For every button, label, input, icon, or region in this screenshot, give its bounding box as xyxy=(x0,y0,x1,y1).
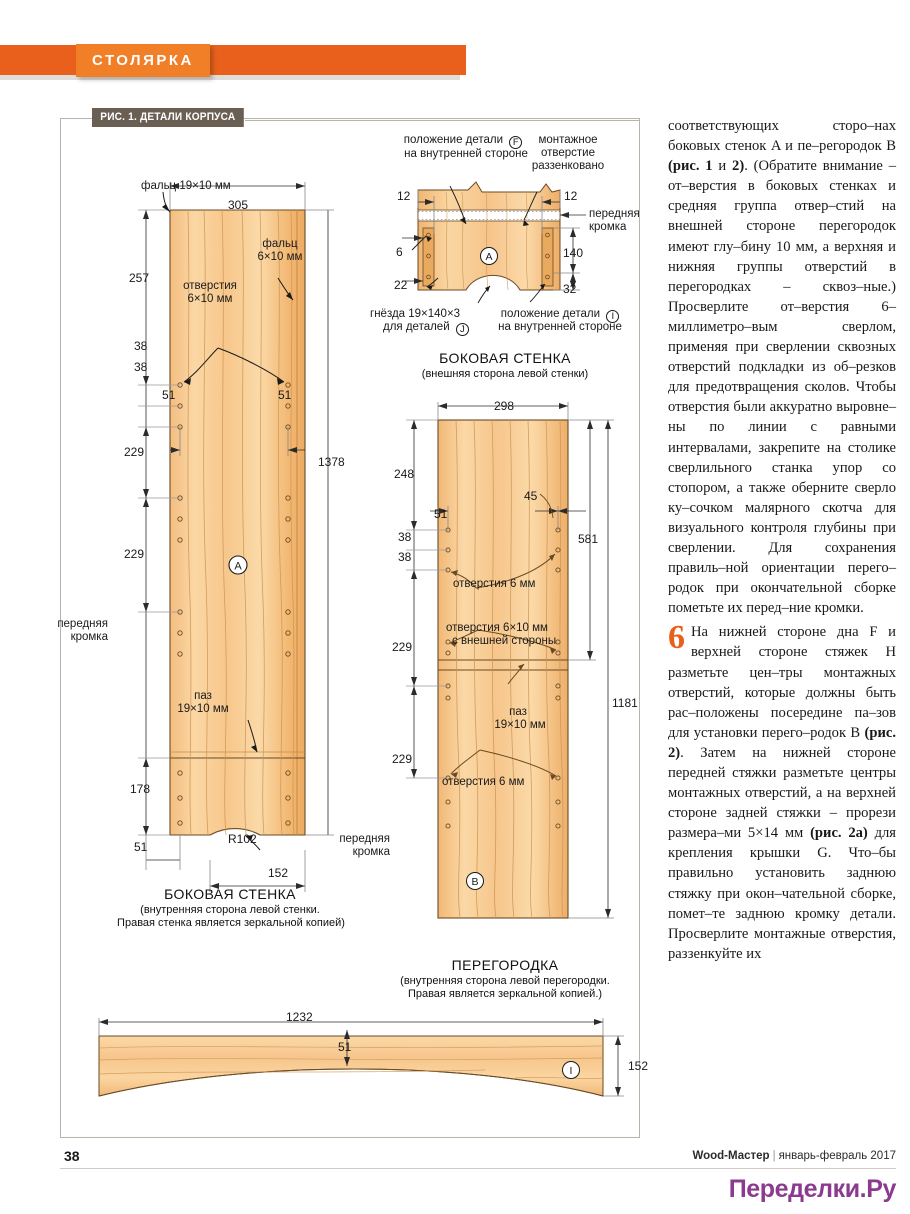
dim-51-left: 51 xyxy=(162,388,176,402)
caption-partition-sub1: (внутренняя сторона левой перегородки. xyxy=(400,975,610,987)
dim-partition-45: 45 xyxy=(524,489,538,503)
caption-side-wall-inner-sub2: Правая стенка является зеркальной копией) xyxy=(117,917,345,929)
caption-side-wall-inner-title: БОКОВАЯ СТЕНКА xyxy=(164,886,296,902)
dim-partition-1181: 1181 xyxy=(612,696,638,710)
dim-rail-152: 152 xyxy=(628,1059,649,1073)
caption-side-wall-inner-sub1: (внутренняя сторона левой стенки. xyxy=(140,904,320,916)
svg-text:A: A xyxy=(485,251,493,263)
dim-257: 257 xyxy=(129,271,150,285)
footer-separator: | xyxy=(772,1150,776,1162)
label-holes-6x10-l2: 6×10 мм xyxy=(187,293,233,305)
dim-229-b: 229 xyxy=(124,547,145,561)
section-header-shadow xyxy=(0,75,460,80)
label-holes-6x10-outer-l1: отверстия 6×10 мм xyxy=(446,622,548,634)
dim-12-right: 12 xyxy=(564,189,578,203)
dim-229-a: 229 xyxy=(124,445,145,459)
label-mounting-hole-l2: отверстие xyxy=(540,147,596,159)
part-j-circle: J xyxy=(456,323,469,336)
dim-12-left: 12 xyxy=(397,189,411,203)
issue-date: январь-февраль 2017 xyxy=(778,1150,896,1162)
section-tag: СТОЛЯРКА xyxy=(76,44,210,77)
drawing-arched-rail xyxy=(85,1008,625,1108)
article-text-bold: (рис. 1 xyxy=(668,158,713,175)
figure-caption-label: РИС. 1. ДЕТАЛИ КОРПУСА xyxy=(92,108,244,127)
dim-partition-38-a: 38 xyxy=(398,530,412,544)
label-holes-6mm-lower: отверстия 6 мм xyxy=(442,776,525,788)
caption-partition-sub2: Правая является зеркальной копией.) xyxy=(407,988,603,1000)
caption-side-wall-outer-title: БОКОВАЯ СТЕНКА xyxy=(439,350,571,366)
dim-partition-51: 51 xyxy=(434,507,448,521)
part-f-circle: F xyxy=(509,136,522,149)
drawing-side-wall-outer xyxy=(390,178,620,308)
article-paragraph xyxy=(668,619,896,964)
dim-partition-229-b: 229 xyxy=(392,752,413,766)
label-partition-groove-l1: паз xyxy=(509,706,527,718)
svg-text:I: I xyxy=(569,1065,573,1077)
label-rabbet-6x10-l1: фальц xyxy=(262,238,298,250)
label-partition-front-edge-l2: кромка xyxy=(352,846,390,858)
label-part-i-position-l2: на внутренней стороне xyxy=(498,321,622,333)
dim-rail-51: 51 xyxy=(338,1040,352,1054)
dim-6: 6 xyxy=(396,245,403,259)
dim-partition-248: 248 xyxy=(394,467,415,481)
label-groove-19x10-l1: паз xyxy=(194,690,212,702)
caption-partition-title: ПЕРЕГОРОДКА xyxy=(451,957,559,973)
article-text: и xyxy=(712,158,733,175)
dim-partition-229-a: 229 xyxy=(392,640,413,654)
site-watermark: Переделки.Ру xyxy=(728,1175,896,1203)
label-holes-6mm-upper: отверстия 6 мм xyxy=(453,578,536,590)
article-text-column xyxy=(668,116,896,964)
article-text: На нижней стороне дна F и верхней стороне стяжек H разметьте цен–тры монтажных отверстий, которые должны быть рас–положены посередине па–зов для установки перего–родок B xyxy=(668,624,896,741)
dim-51-bottom: 51 xyxy=(134,840,148,854)
dim-51-right: 51 xyxy=(278,388,292,402)
label-mounting-hole-l1: монтажное xyxy=(538,134,598,146)
label-holes-6x10-l1: отверстия xyxy=(183,280,237,292)
article-text: . (Обратите внимание – от–верстия в боковых стенках и средняя группа отвер–стий на внешней стороне перегородок имеют глу–бину 10 мм, а верхняя и нижняя группы отверстий в перегородках – сквоз–ные.) Просверлите от–верстия 6–миллиметро–вым сверлом, применяя при сверлении сквозных отверстий подкладки из об–резков для предотвращения сколов. Чтобы отверстия были аккуратно выровне–ны по линии с равными интервалами, закрепите на столике сверлильного станка упор со стопором, а также оберните сверло ку–сочком малярного скотча для визуального контроля глубины при сверлении. Для сохранения правиль–ной ориентации перего–родок при окончательной сборке пометьте их перед–ние кромки. xyxy=(668,158,896,617)
label-rabbet-6x10-l2: 6×10 мм xyxy=(257,251,303,263)
label-part-i-text: положение детали xyxy=(500,308,601,320)
page-number: 38 xyxy=(64,1148,80,1164)
dim-152: 152 xyxy=(268,866,289,880)
svg-text:A: A xyxy=(234,560,242,573)
label-part-f-text: положение детали xyxy=(403,134,504,146)
article-text: . Затем на нижней стороне передней стяжки разметьте центры монтажных отверстий, а на верхней стороне задней стяжки – прорези размера–ми 5×14 мм xyxy=(668,744,896,842)
label-front-edge-l2: кромка xyxy=(70,631,108,643)
label-partition-groove-l2: 19×10 мм xyxy=(494,719,546,731)
label-groove-19x10-l2: 19×10 мм xyxy=(177,703,229,715)
label-mortises-l2 xyxy=(383,321,469,336)
dim-140: 140 xyxy=(563,246,584,260)
article-paragraph xyxy=(668,116,896,618)
dim-partition-38-b: 38 xyxy=(398,550,412,564)
label-rabbet-19x10: фальц 19×10 мм xyxy=(141,180,231,192)
dim-radius-r102: R102 xyxy=(228,832,257,846)
label-mortises-l1: гнёзда 19×140×3 xyxy=(370,308,461,320)
label-front-edge-outer-l2: кромка xyxy=(589,221,627,233)
dim-width-305: 305 xyxy=(228,198,249,212)
dim-partition-581: 581 xyxy=(578,532,599,546)
dim-partition-298: 298 xyxy=(494,399,515,413)
article-text-bold: 2) xyxy=(732,158,745,175)
dim-22: 22 xyxy=(394,278,408,292)
dim-38-b: 38 xyxy=(134,360,148,374)
article-text: соответствующих сторо–нах боковых стенок A и пе–регородок B xyxy=(668,118,896,155)
drawing-partition xyxy=(390,398,630,948)
footer-rule xyxy=(60,1168,896,1169)
svg-text:B: B xyxy=(471,876,479,888)
section-header-bar xyxy=(0,45,466,75)
article-text: для крепления крышки G. Что–бы правильно установить заднюю стяжку при окон–чательной сборке, помет–те заднюю кромку детали. Просверлите монтажные отверстия, раззенкуйте их xyxy=(668,825,896,962)
label-part-f-position-l1 xyxy=(398,134,528,149)
footer-brand xyxy=(692,1150,896,1162)
part-i-circle: I xyxy=(606,310,619,323)
label-front-edge-outer-l1: передняя xyxy=(589,208,640,220)
label-front-edge-l1: передняя xyxy=(57,618,108,630)
article-text-bold: (рис. 2a) xyxy=(810,825,868,842)
figure-caption-rule xyxy=(245,120,640,121)
article-text-bold: (рис. 2) xyxy=(668,724,896,761)
caption-side-wall-outer-sub1: (внешняя сторона левой стенки) xyxy=(421,368,589,380)
magazine-name: Wood-Мастер xyxy=(692,1150,770,1162)
label-partition-front-edge-l1: передняя xyxy=(339,833,390,845)
paragraph-dropcap: 6 xyxy=(668,619,685,657)
label-mortises-text: для деталей xyxy=(383,321,450,333)
label-holes-6x10-outer-l2: с внешней стороны xyxy=(452,635,557,647)
label-part-f-position-l2: на внутренней стороне xyxy=(404,148,528,160)
dim-rail-1232: 1232 xyxy=(286,1010,313,1024)
dim-178: 178 xyxy=(130,782,151,796)
dim-38-a: 38 xyxy=(134,339,148,353)
label-mounting-hole-l3: раззенковано xyxy=(531,160,605,172)
dim-1378: 1378 xyxy=(318,455,345,469)
dim-32: 32 xyxy=(563,282,577,296)
